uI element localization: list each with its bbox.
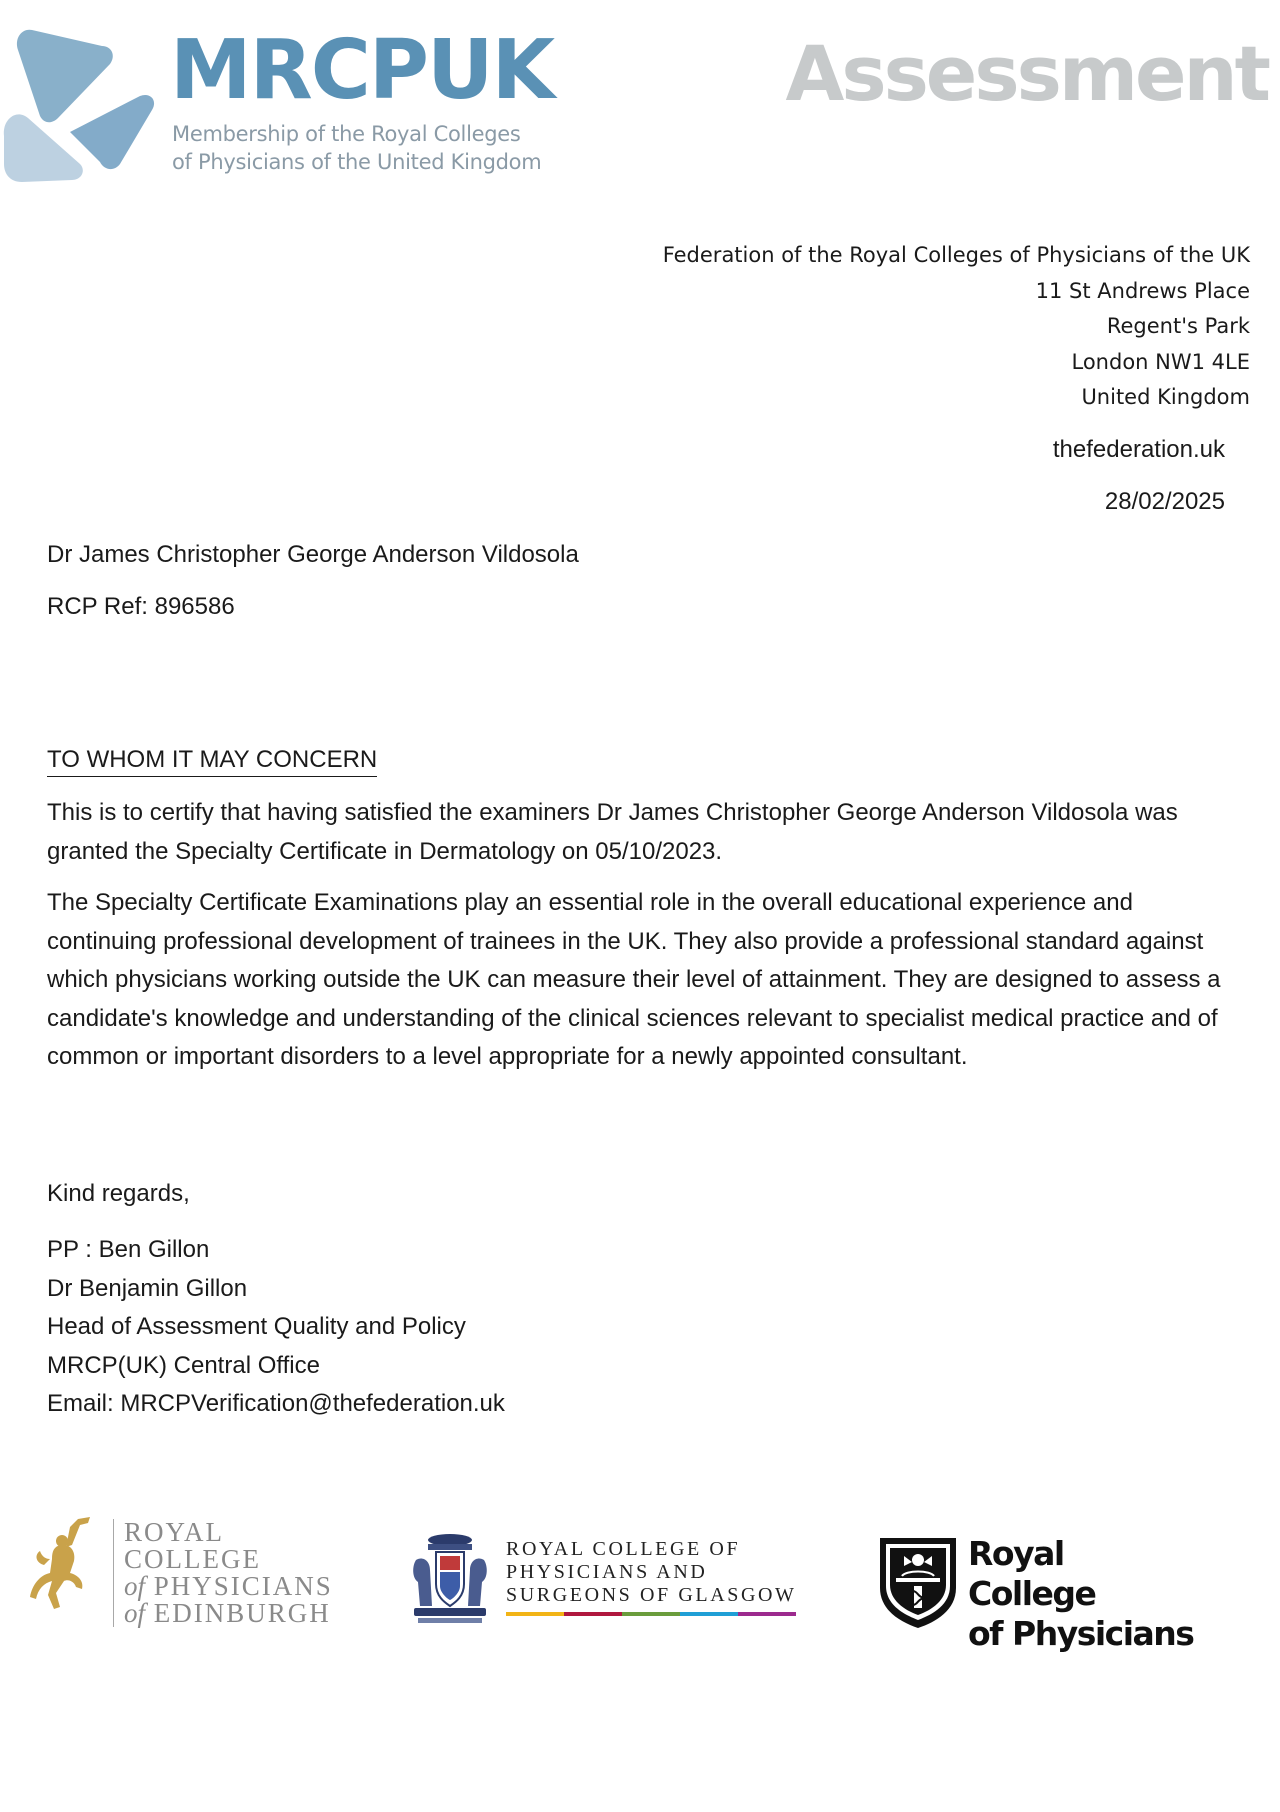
sender-address [663, 238, 1250, 416]
rcpsg-color-bar [680, 1612, 738, 1616]
rcpsg-color-bar [564, 1612, 622, 1616]
sender-country: United Kingdom [1081, 385, 1250, 409]
rcpe-line3-of: of [124, 1598, 146, 1628]
sender-street: 11 St Andrews Place [1035, 278, 1250, 303]
coat-of-arms-icon [410, 1530, 490, 1626]
section-title: Assessment [785, 29, 1268, 118]
sender-area: Regent's Park [1106, 314, 1250, 338]
letter-date: 28/02/2025 [1104, 488, 1225, 515]
mrcpuk-logo-mark [0, 24, 160, 184]
rcpe-logo [30, 1515, 350, 1628]
brand-name: MRCPUK [170, 23, 554, 118]
signature-pp: PP : Ben Gillon [47, 1236, 210, 1263]
rcpe-line1: ROYAL COLLEGE [124, 1517, 261, 1574]
rcpsg-color-bars [506, 1612, 796, 1616]
brand-tagline [172, 120, 541, 176]
rcpsg-line2: PHYSICIANS AND [506, 1561, 708, 1583]
rcpe-wordmark [113, 1519, 350, 1627]
rcpe-line3 [124, 1600, 350, 1627]
signature-block [47, 1231, 505, 1424]
rcpe-line3-text: EDINBURGH [153, 1598, 331, 1628]
rcpe-line2 [124, 1573, 350, 1600]
sender-website: thefederation.uk [1052, 436, 1225, 463]
rcp-line2: of Physicians [968, 1614, 1194, 1653]
rcp-wordmark [968, 1534, 1196, 1654]
signatory-email: Email: MRCPVerification@thefederation.uk [47, 1390, 505, 1418]
signatory-name: Dr Benjamin Gillon [47, 1274, 248, 1302]
signatory-title: Head of Assessment Quality and Policy [47, 1313, 466, 1341]
sender-org: Federation of the Royal Colleges of Physicians of the UK [662, 243, 1250, 267]
recipient-name: Dr James Christopher George Anderson Vildosola [47, 541, 579, 568]
rcpe-line2-text: PHYSICIANS [153, 1571, 333, 1601]
rcpsg-line3: SURGEONS OF GLASGOW [506, 1584, 797, 1606]
salutation: TO WHOM IT MAY CONCERN [47, 746, 377, 777]
rcpsg-line1: ROYAL COLLEGE OF [506, 1538, 741, 1560]
rcp-line1: Royal College [968, 1534, 1096, 1613]
rcpe-line2-of: of [124, 1571, 146, 1601]
signatory-office: MRCP(UK) Central Office [47, 1351, 320, 1379]
brand-tagline-line2: of Physicians of the United Kingdom [172, 150, 542, 174]
rcpsg-color-bar [506, 1612, 564, 1616]
closing: Kind regards, [47, 1180, 190, 1207]
recipient-ref: RCP Ref: 896586 [47, 593, 235, 620]
certification-paragraph: This is to certify that having satisfied the examiners Dr James Christopher George Anderson Vildosola was granted the Specialty Certificate in Dermatology on 05/10/2023. [47, 799, 1178, 865]
rcpsg-wordmark [506, 1538, 797, 1607]
rcpsg-color-bar [622, 1612, 680, 1616]
rcp-crest-icon [876, 1530, 960, 1630]
unicorn-emblem-icon [30, 1515, 100, 1615]
rcpsg-logo [410, 1530, 800, 1630]
description-paragraph: The Specialty Certificate Examinations play an essential role in the overall educational experience and continuing professional development of trainees in the UK. They also provide a professional standard against which physicians working outside the UK can measure their level of attainment. They are designed to assess a candidate's knowledge and understanding of the clinical sciences relevant to specialist medical practice and of common or important disorders to a level appropriate for a newly appointed consultant. [47, 889, 1221, 1070]
brand-tagline-line1: Membership of the Royal Colleges [172, 122, 521, 146]
rcp-logo [876, 1530, 1196, 1653]
sender-city: London NW1 4LE [1071, 349, 1250, 374]
rcpsg-color-bar [738, 1612, 796, 1616]
